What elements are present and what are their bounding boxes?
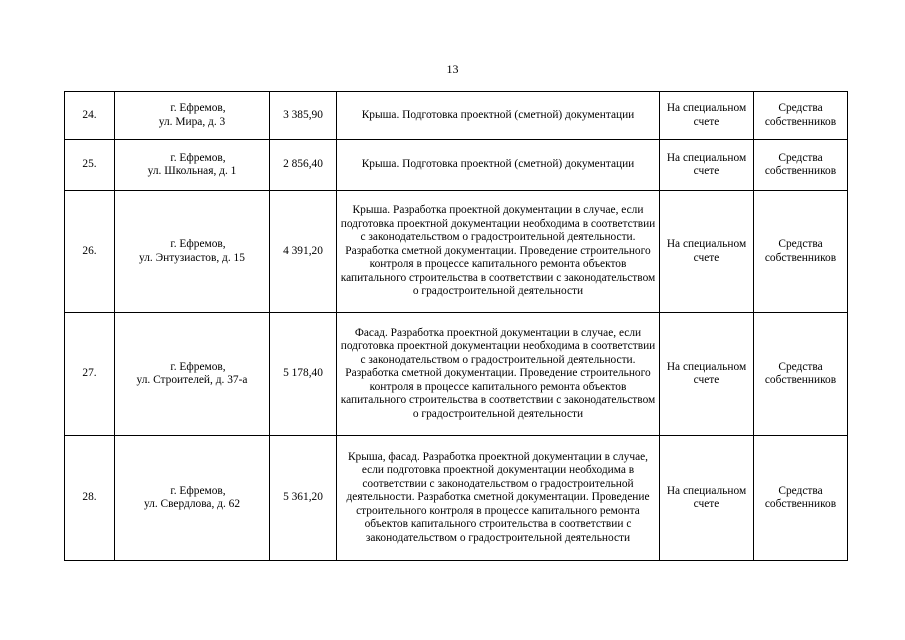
work-description-cell: Крыша. Разработка проектной документации в случае, если подготовка проектной документации необходима в соответствии с законодательством о градостроительной деятельности. Разработка сметной документации. Проведение строительного контроля в процессе капитального ремонта объектов капитального строительства в соответствии с законодательством о градостроительной деятельности: [337, 191, 660, 313]
account-type-cell: На специальном счете: [660, 436, 754, 561]
repair-works-table: [64, 91, 848, 561]
account-type-cell: На специальном счете: [660, 140, 754, 191]
row-number: 26.: [65, 191, 115, 313]
address-city: г. Ефремов,: [170, 484, 226, 497]
area-cell: 3 385,90: [270, 92, 337, 140]
area-cell: 5 361,20: [270, 436, 337, 561]
area-cell: 4 391,20: [270, 191, 337, 313]
funding-source-cell: Средства собственников: [754, 436, 848, 561]
work-description-cell: Крыша. Подготовка проектной (сметной) документации: [337, 92, 660, 140]
account-type-cell: На специальном счете: [660, 92, 754, 140]
table-row: [65, 140, 848, 191]
address-city: г. Ефремов,: [170, 151, 226, 164]
address-city: г. Ефремов,: [170, 238, 226, 250]
account-type-cell: На специальном счете: [660, 313, 754, 436]
table-row: [65, 92, 848, 140]
work-description-cell: Крыша. Подготовка проектной (сметной) документации: [337, 140, 660, 191]
table-row: [65, 313, 848, 436]
address-street: ул. Свердлова, д. 62: [143, 498, 241, 510]
funding-source-cell: Средства собственников: [754, 140, 848, 191]
page-number: 13: [446, 62, 459, 76]
account-type-cell: На специальном счете: [660, 191, 754, 313]
address-street: ул. Школьная, д. 1: [147, 165, 237, 177]
work-description-cell: Фасад. Разработка проектной документации в случае, если подготовка проектной документации необходима в соответствии с законодательством о градостроительной деятельности. Разработка сметной документации. Проведение строительного контроля в процессе капитального ремонта объектов капитального строительства в соответствии с законодательством о градостроительной деятельности: [337, 313, 660, 436]
address-cell: [115, 92, 270, 140]
work-description-cell: Крыша, фасад. Разработка проектной документации в случае, если подготовка проектной документации необходима в соответствии с законодательством о градостроительной деятельности. Разработка сметной документации. Проведение строительного контроля в процессе капитального ремонта объектов капитального строительства в соответствии с законодательством о градостроительной деятельности: [337, 436, 660, 561]
area-cell: 2 856,40: [270, 140, 337, 191]
row-number: 24.: [65, 92, 115, 140]
row-number: 28.: [65, 436, 115, 561]
table-row: [65, 191, 848, 313]
area-cell: 5 178,40: [270, 313, 337, 436]
address-city: г. Ефремов,: [170, 102, 226, 114]
funding-source-cell: Средства собственников: [754, 191, 848, 313]
address-street: ул. Энтузиастов, д. 15: [139, 251, 245, 264]
funding-source-cell: Средства собственников: [754, 313, 848, 436]
address-cell: [115, 140, 270, 191]
table-row: [65, 436, 848, 561]
funding-source-cell: Средства собственников: [754, 92, 848, 140]
address-cell: [115, 436, 270, 561]
address-cell: [115, 191, 270, 313]
row-number: 25.: [65, 140, 115, 191]
address-cell: [115, 313, 270, 436]
address-city: г. Ефремов,: [170, 360, 226, 373]
address-street: ул. Строителей, д. 37-а: [136, 374, 248, 386]
address-street: ул. Мира, д. 3: [158, 115, 226, 128]
row-number: 27.: [65, 313, 115, 436]
